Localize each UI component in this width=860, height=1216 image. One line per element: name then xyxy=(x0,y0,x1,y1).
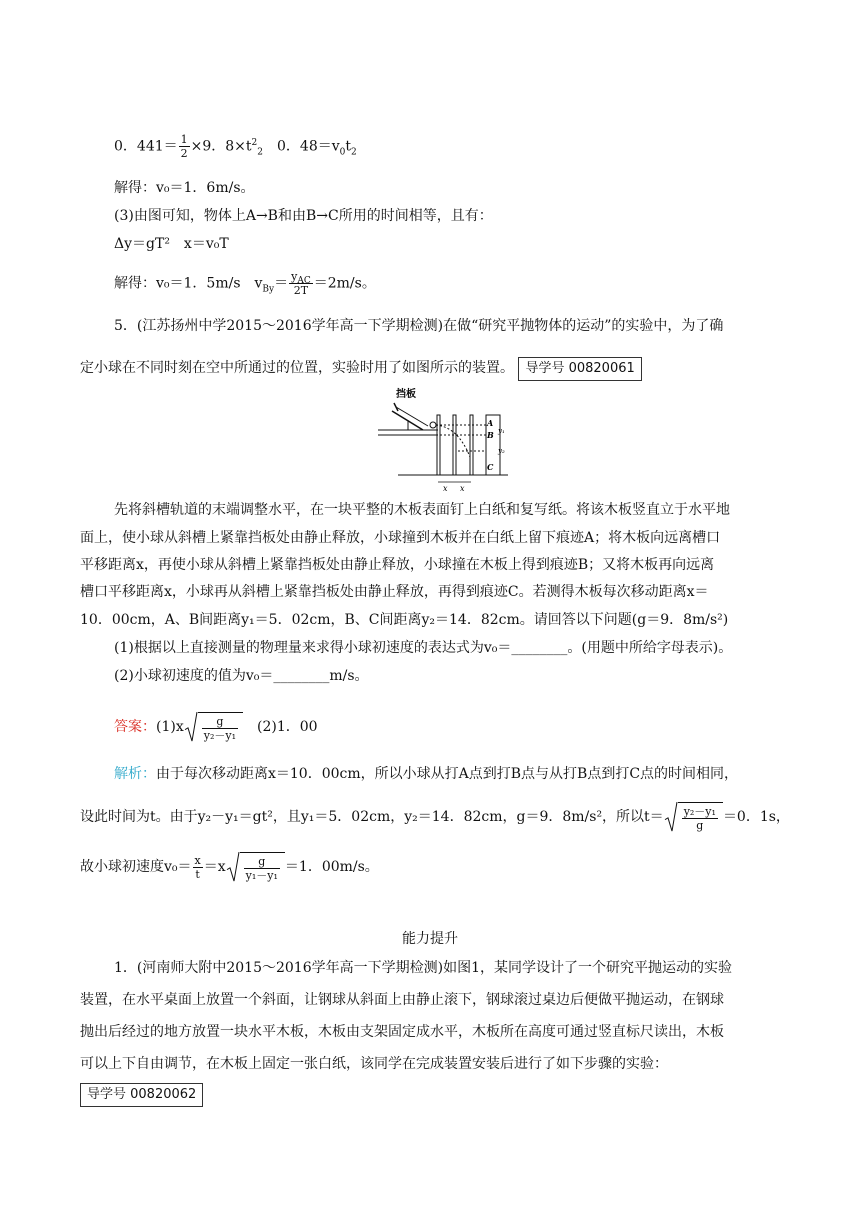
apparatus-figure xyxy=(378,385,508,497)
guide-number-line xyxy=(80,1083,203,1107)
q5-body-line-1: 先将斜槽轨道的末端调整水平，在一块平整的木板表面钉上白纸和复写纸。将该木板竖直立于水平地 xyxy=(114,502,730,518)
q5-sub-question-1: (1)根据以上直接测量的物理量来求得小球初速度的表达式为v₀＝________。(用题中所给字母表示)。 xyxy=(114,640,733,656)
fig-label-y1: y₁ xyxy=(498,427,505,435)
analysis-label: 解析： xyxy=(114,766,156,782)
q5-sub-question-2: (2)小球初速度的值为v₀＝________m/s。 xyxy=(114,668,369,684)
q5-body-line-3: 平移距离x，再使小球从斜槽上紧靠挡板处由静止释放，小球撞在木板上得到痕迹B；又将木板再向远离 xyxy=(80,557,715,573)
answer-label: 答案： xyxy=(114,719,156,735)
part-3-text: (3)由图可知，物体上A→B和由B→C所用的时间相等，且有： xyxy=(114,208,493,224)
answer-line: 答案：(1)x $\frac{g}{\text{y₂－y₁}}$ (2)1．00 xyxy=(114,712,318,742)
q5-body-line-2: 面上，使小球从斜槽上紧靠挡板处由静止释放，小球撞到木板并在白纸上留下痕迹A；将木板向远离槽口 xyxy=(80,530,721,546)
guide-number-box: 导学号 00820062 xyxy=(80,1083,203,1107)
fig-label-board: 挡板 xyxy=(396,389,416,400)
solution-line-1: 解得：v₀＝1．6m/s。 xyxy=(114,180,255,196)
eq-text: ×9．8×t xyxy=(190,138,252,155)
fraction-yac-2t: $\frac{y_{AC}}{2T}$ xyxy=(291,270,311,297)
sqrt-expression: $\frac{g}{\text{y₁－y₁}}$ xyxy=(226,852,285,882)
fig-label-y2: y₂ xyxy=(498,447,505,455)
fig-label-x2: x xyxy=(460,484,465,493)
solution-line-2: 解得：v₀＝1．5m/s $v_{By}=$ $\frac{y_{AC}}{2T}$ ＝2m/s。 xyxy=(114,270,376,297)
equation-line-1: 0．441＝ $\frac{1}{2}$ ×9．$8\times t^2_2$ 0．$48=v_0t_2$ xyxy=(114,133,357,160)
fraction-half: $\frac{1}{2}$ xyxy=(180,133,188,160)
fig-label-C: C xyxy=(487,462,494,472)
analysis-line-3: 故小球初速度v₀＝ $\frac{x}{t}$ ＝x $\frac{g}{\text{y₁－y₁}}$ ＝1．00m/s。 xyxy=(80,853,379,882)
question-1-line-3: 抛出后经过的地方放置一块水平木板，木板由支架固定成水平，木板所在高度可通过竖直标尺读出，木板 xyxy=(80,1024,724,1040)
question-1-line-4: 可以上下自由调节，在木板上固定一张白纸，该同学在完成装置安装后进行了如下步骤的实验： xyxy=(80,1056,668,1072)
equation-line-2: Δy＝gT² x＝v₀T xyxy=(114,236,229,252)
eq-text: 0．48＝v xyxy=(263,138,340,155)
question-5-line-2: 定小球在不同时刻在空中所通过的位置，实验时用了如图所示的装置。 导学号 00820061 xyxy=(80,357,642,381)
q5-body-line-4: 槽口平移距离x，小球再从斜槽上紧靠挡板处由静止释放，再得到痕迹C。若测得木板每次移动距离x＝ xyxy=(80,584,709,600)
analysis-line-1: 解析：由于每次移动距离x＝10．00cm，所以小球从打A点到打B点与从打B点到打C点的时间相同， xyxy=(114,766,739,782)
guide-number-box: 导学号 00820061 xyxy=(518,357,641,381)
fig-label-x1: x xyxy=(443,484,448,493)
sqrt-expression: $\frac{\text{y₂－y₁}}{g}$ xyxy=(664,802,723,832)
eq-text: 0．441＝ xyxy=(114,138,178,155)
fig-label-A: A xyxy=(487,418,494,428)
question-5-line-1: 5．(江苏扬州中学2015～2016学年高一下学期检测)在做“研究平抛物体的运动”的实验中，为了确 xyxy=(114,318,724,334)
question-1-line-2: 装置，在水平桌面上放置一个斜面，让钢球从斜面上由静止滚下，钢球滚过桌边后便做平抛运动，在钢球 xyxy=(80,992,724,1008)
fig-label-B: B xyxy=(487,430,494,440)
section-title: 能力提升 xyxy=(402,931,458,947)
q5-body-line-5: 10．00cm，A、B间距离y₁＝5．02cm，B、C间距离y₂＝14．82cm。请回答以下问题(g＝9．8m/s²) xyxy=(80,612,729,628)
question-1-line-1: 1．(河南师大附中2015～2016学年高一下学期检测)如图1，某同学设计了一个研究平抛运动的实验 xyxy=(114,960,732,976)
analysis-line-2: 设此时间为t。由于y₂－y₁＝gt²，且y₁＝5．02cm，y₂＝14．82cm，g＝9．8m/s²，所以t＝ $\frac{\text{y₂－y₁}}{g}$ ＝0．1s， xyxy=(80,802,790,832)
sqrt-expression: $\frac{g}{\text{y₂－y₁}}$ xyxy=(184,712,243,742)
